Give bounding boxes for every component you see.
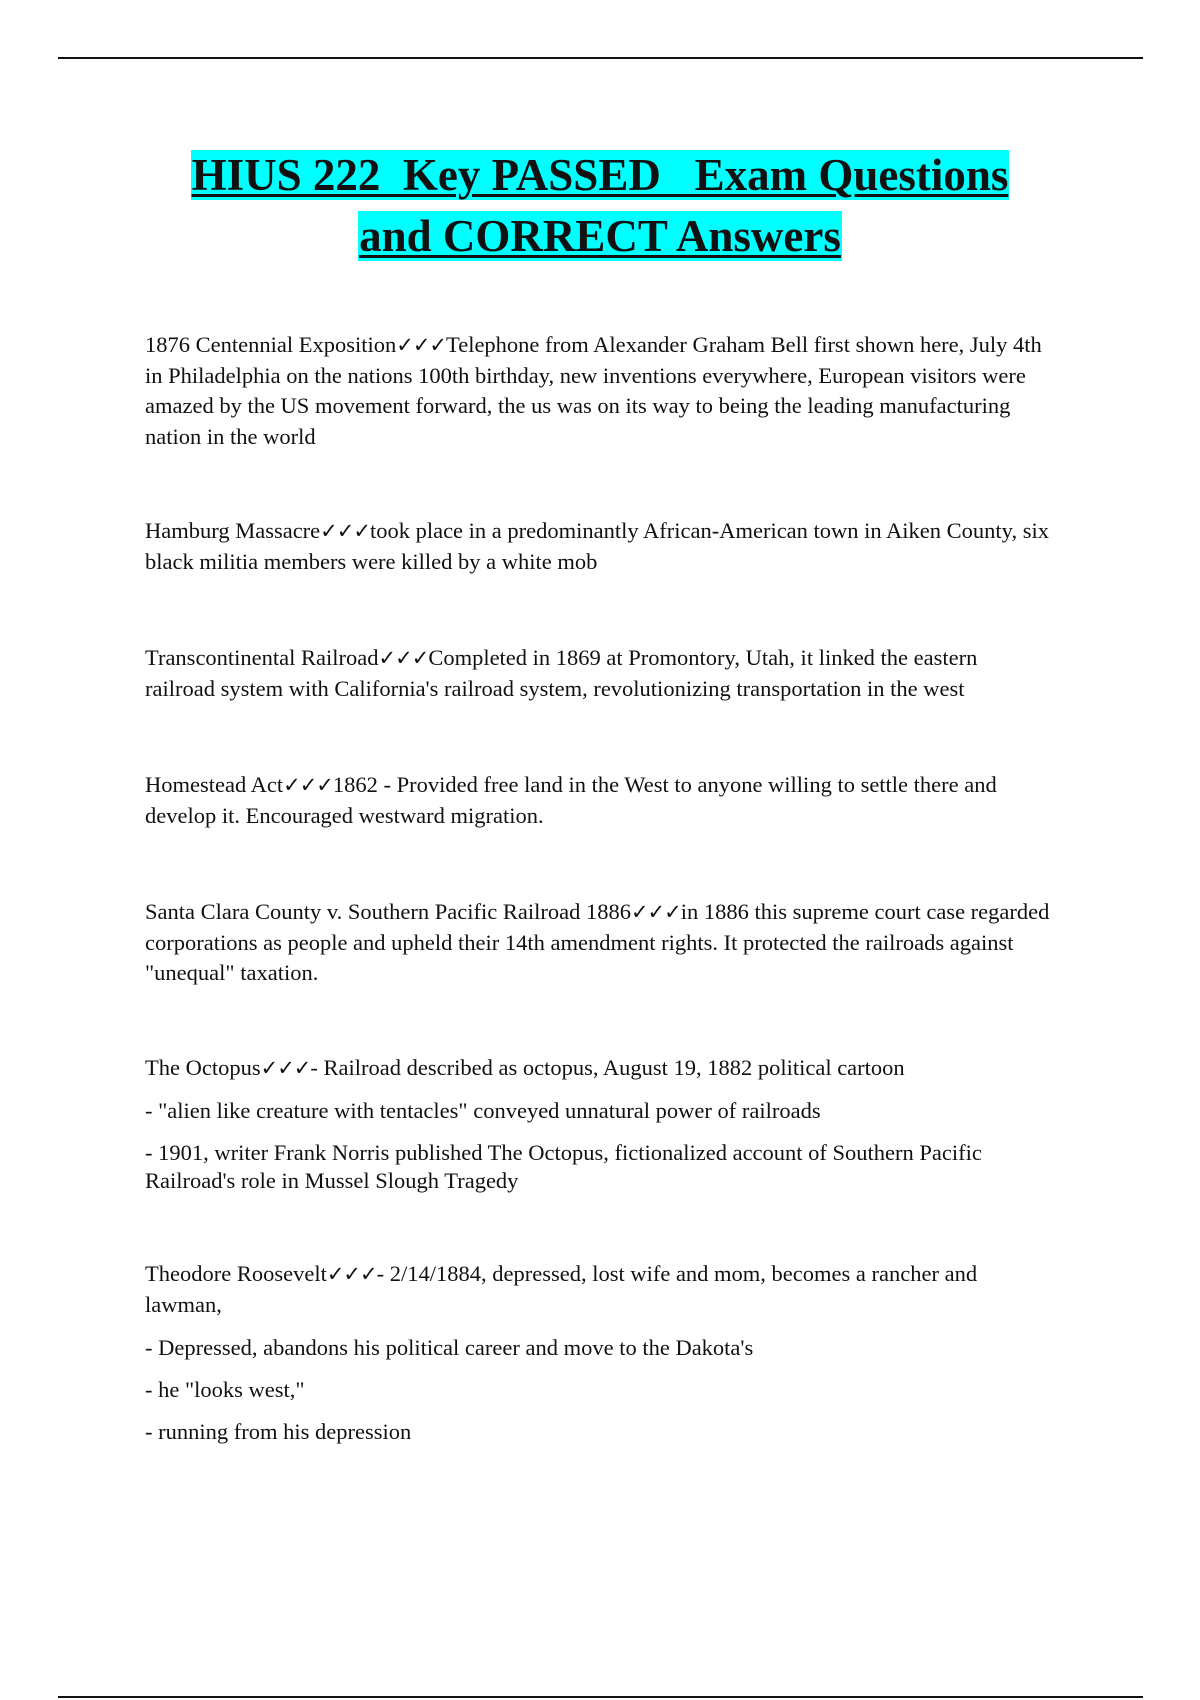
term: 1876 Centennial Exposition: [145, 332, 397, 357]
checkmarks: ✓✓✓: [378, 646, 429, 670]
qa-entry: [145, 516, 1050, 577]
title-line-1: HIUS 222 Key PASSED Exam Questions: [191, 150, 1009, 200]
answer: - Railroad described as octopus, August 19, 1882 political cartoon: [310, 1054, 905, 1080]
checkmarks: ✓✓✓: [260, 1055, 311, 1080]
answer: in 1886 this supreme court case regarded corporations as people and upheld their 14th amendment rights. It protected the railroads against "unequal" taxation.: [145, 899, 1050, 985]
term: Transcontinental Railroad: [145, 645, 379, 670]
answer-detail: - he "looks west,": [145, 1377, 305, 1402]
qa-entry: [145, 1053, 1050, 1196]
qa-entry: [145, 330, 1050, 452]
answer-detail: - 1901, writer Frank Norris published The Octopus, fictionalized account of Southern Pacific Railroad's role in Mussel Slough Tragedy: [145, 1140, 982, 1193]
answer: - 2/14/1884, depressed, lost wife and mom, becomes a rancher and lawman,: [145, 1261, 978, 1317]
qa-entry: [145, 897, 1050, 989]
answer-detail: - running from his depression: [145, 1419, 412, 1444]
qa-entry: [145, 1259, 1050, 1446]
term: Hamburg Massacre: [145, 518, 321, 543]
term: Theodore Roosevelt: [145, 1261, 327, 1286]
answer-detail: - "alien like creature with tentacles" conveyed unnatural power of railroads: [145, 1098, 821, 1123]
qa-entry: [145, 770, 1050, 831]
qa-entry: [145, 643, 1050, 704]
checkmarks: ✓✓✓: [630, 900, 681, 924]
answer: took place in a predominantly African-American town in Aiken County, six black militia members were killed by a white mob: [145, 518, 1049, 574]
answer: Telephone from Alexander Graham Bell first shown here, July 4th in Philadelphia on the nations 100th birthday, new inventions everywhere, European visitors were amazed by the US movement forward, the us was on its way to being the leading manufacturing nation in the world: [145, 332, 1042, 449]
title-line-2: and CORRECT Answers: [359, 211, 841, 261]
top-rule: [58, 57, 1143, 59]
answer: 1862 - Provided free land in the West to anyone willing to settle there and develop it. Encouraged westward migration.: [145, 772, 997, 828]
bottom-rule: [58, 1696, 1143, 1698]
document-title: [140, 145, 1060, 267]
term: Homestead Act: [145, 772, 284, 797]
answer-detail: - Depressed, abandons his political career and move to the Dakota's: [145, 1335, 754, 1360]
checkmarks: ✓✓✓: [283, 773, 333, 797]
checkmarks: ✓✓✓: [326, 1262, 377, 1286]
term: The Octopus: [145, 1054, 261, 1080]
term: Santa Clara County v. Southern Pacific Railroad 1886: [145, 899, 631, 924]
checkmarks: ✓✓✓: [396, 333, 447, 357]
qa-list: [145, 330, 1050, 1446]
answer: Completed in 1869 at Promontory, Utah, it linked the eastern railroad system with California's railroad system, revolutionizing transportation in the west: [145, 645, 978, 701]
checkmarks: ✓✓✓: [320, 519, 370, 543]
